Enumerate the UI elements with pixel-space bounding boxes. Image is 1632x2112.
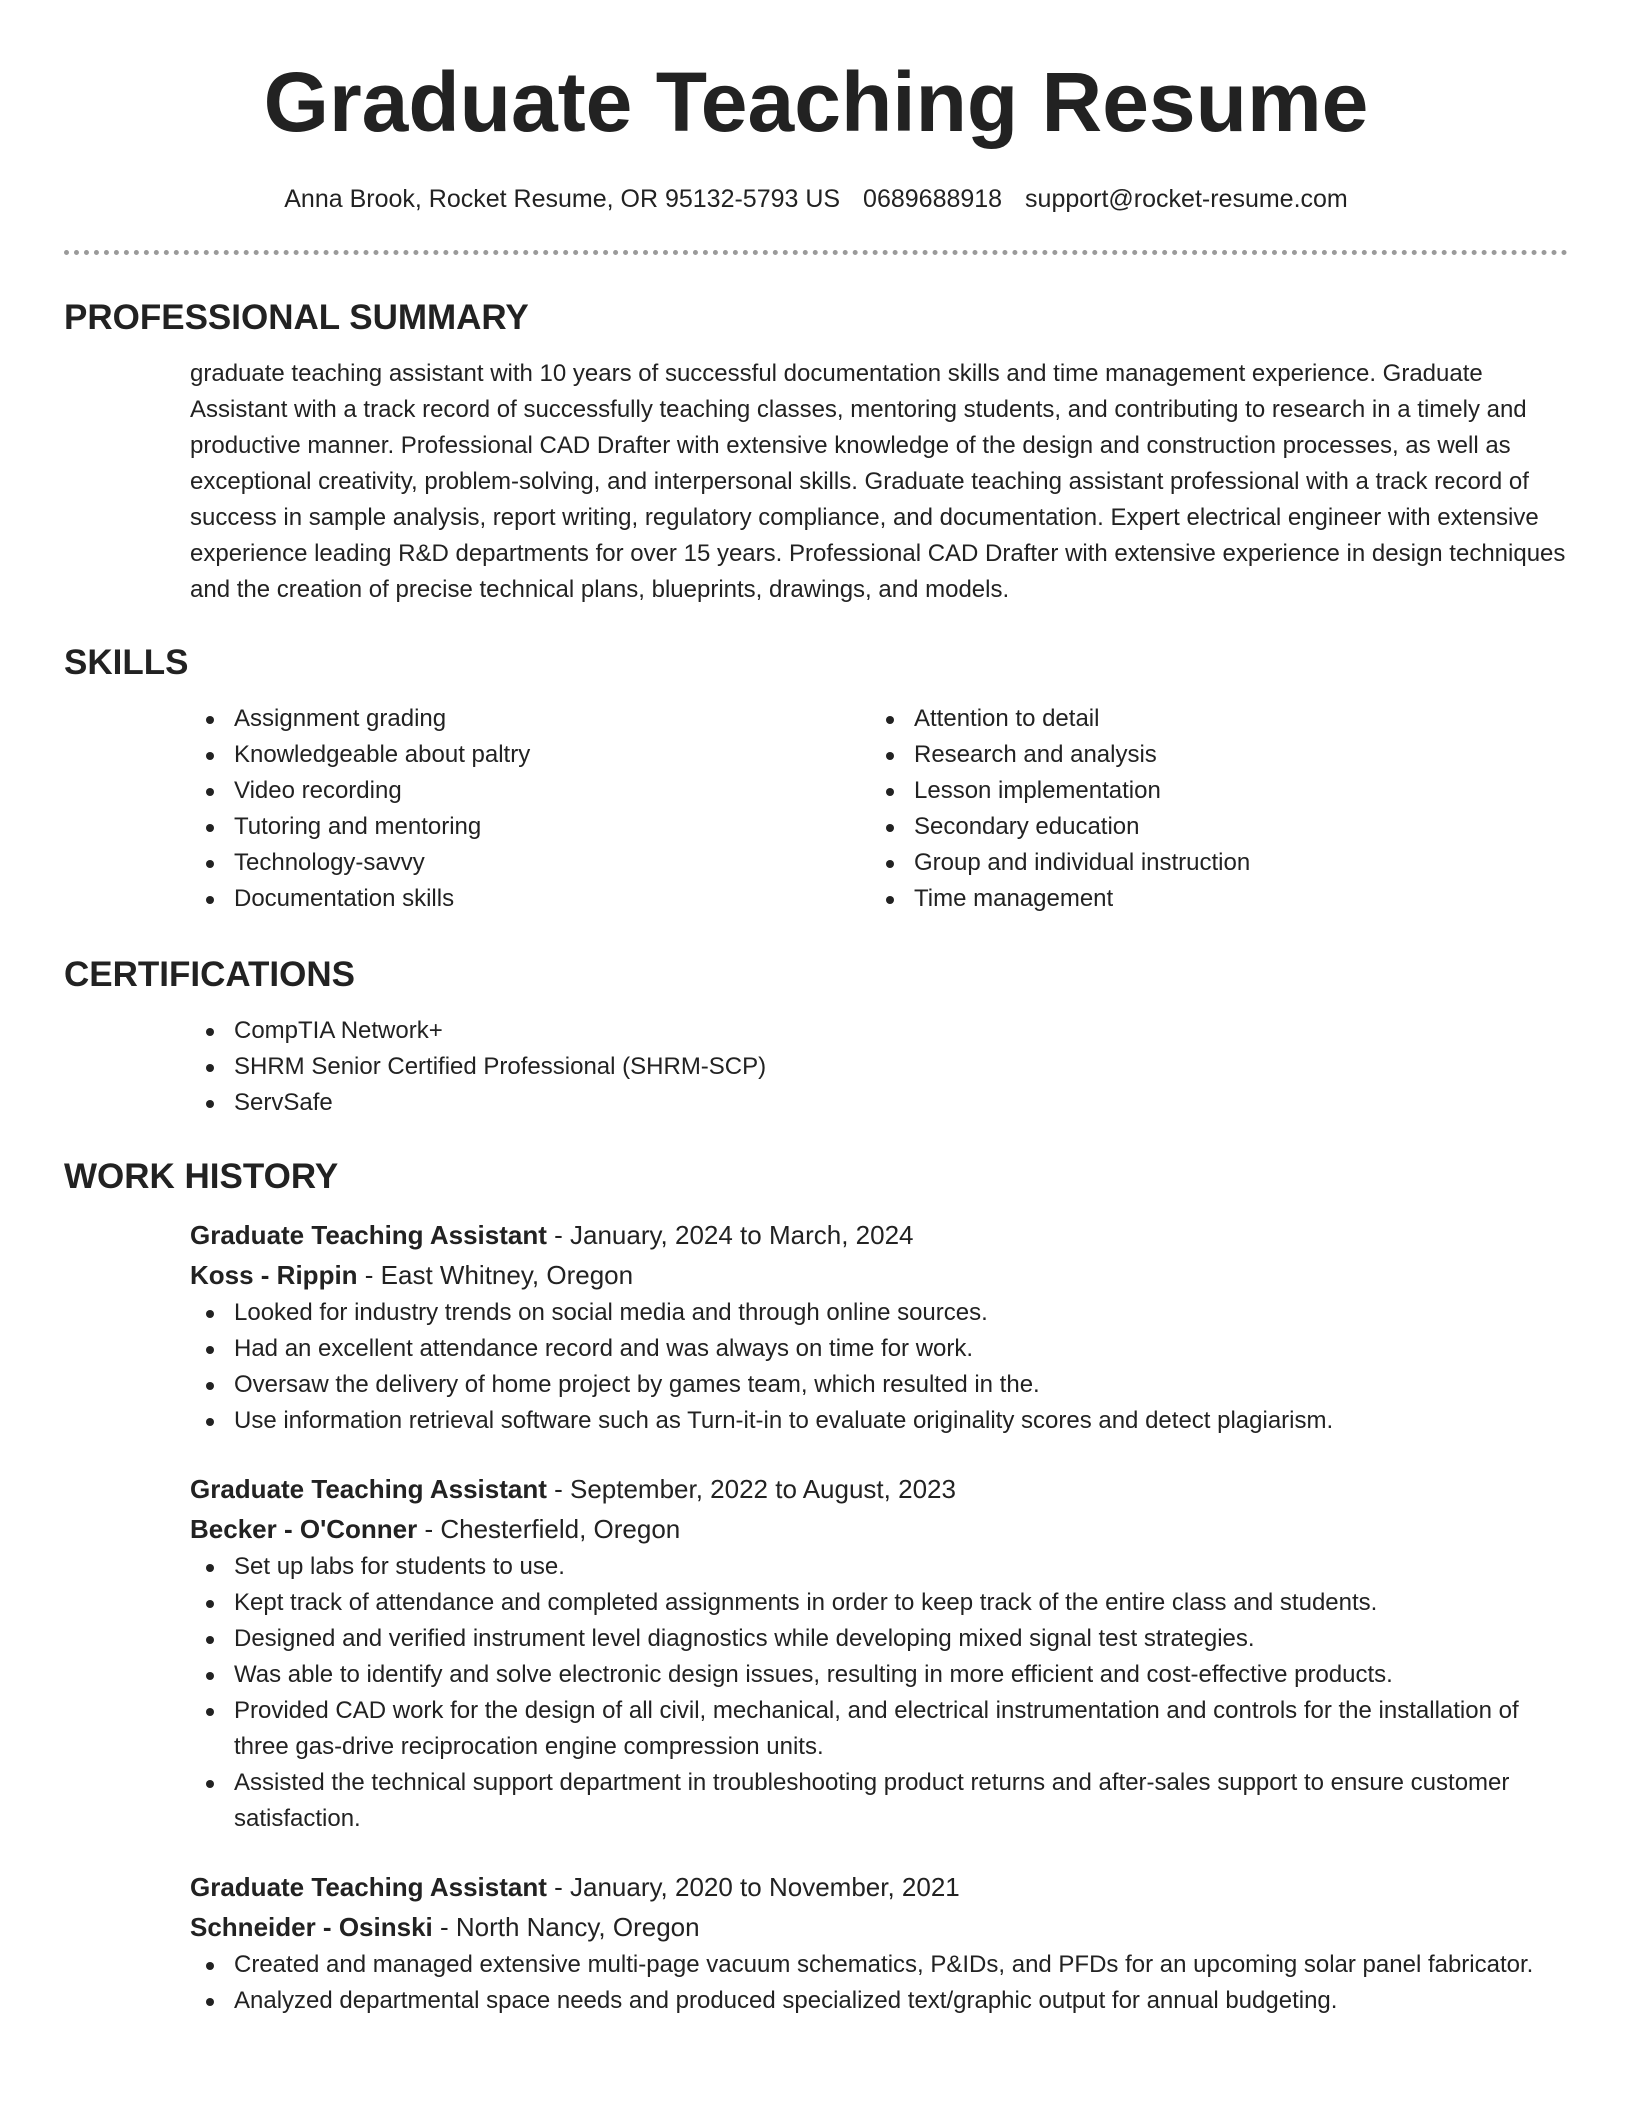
list-item: Assignment grading [190,701,870,737]
job-location: - North Nancy, Oregon [432,1912,700,1942]
list-item: Research and analysis [870,737,1550,773]
job-title-line [190,1215,1568,1255]
list-item: Attention to detail [870,701,1550,737]
job-company-line [190,1255,1568,1295]
certifications-heading: CERTIFICATIONS [64,955,356,994]
list-item: Group and individual instruction [870,845,1550,881]
job-company: Schneider - Osinski [190,1912,433,1942]
list-item: Created and managed extensive multi-page vacuum schematics, P&IDs, and PFDs for an upcoming solar panel fabricator. [190,1947,1568,1983]
job-title-line [190,1867,1568,1907]
summary-text: graduate teaching assistant with 10 years of successful documentation skills and time management experience. Graduate Assistant with a track record of successfully teaching classes, mentoring students, and contributing to research in a timely and productive manner. Professional CAD Drafter with extensive knowledge of the design and construction processes, as well as exceptional creativity, problem-solving, and interpersonal skills. Graduate teaching assistant professional with a track record of success in sample analysis, report writing, regulatory compliance, and documentation. Expert electrical engineer with extensive experience leading R&D departments for over 15 years. Professional CAD Drafter with extensive experience in design techniques and the creation of precise technical plans, blueprints, drawings, and models. [190,360,1566,603]
list-item: Oversaw the delivery of home project by games team, which resulted in the. [190,1367,1568,1403]
summary-section [64,296,1568,608]
list-item: Knowledgeable about paltry [190,737,870,773]
job-location: - East Whitney, Oregon [357,1260,634,1290]
list-item: Analyzed departmental space needs and produced specialized text/graphic output for annual budgeting. [190,1983,1568,2019]
job-title: Graduate Teaching Assistant [190,1474,547,1504]
list-item: ServSafe [190,1085,1568,1121]
list-item: Looked for industry trends on social media and through online sources. [190,1295,1568,1331]
job-company: Koss - Rippin [190,1260,358,1290]
job-company: Becker - O'Conner [190,1514,418,1544]
job-bullets [190,1549,1568,1837]
job-company-line [190,1509,1568,1549]
list-item: Video recording [190,773,870,809]
skills-section [64,641,1568,917]
list-item: SHRM Senior Certified Professional (SHRM-SCP) [190,1049,1568,1085]
list-item: Secondary education [870,809,1550,845]
work-history-section [64,1155,1568,2019]
list-item: Provided CAD work for the design of all civil, mechanical, and electrical instrumentation and controls for the installation of three gas-drive reciprocation engine compression units. [190,1693,1568,1765]
skills-columns [190,701,1568,917]
job-title: Graduate Teaching Assistant [190,1872,547,1902]
job-entry [190,1469,1568,1837]
list-item: Assisted the technical support department in troubleshooting product returns and after-sales support to ensure customer satisfaction. [190,1765,1568,1837]
job-dates: - January, 2024 to March, 2024 [546,1220,914,1250]
skills-heading: SKILLS [64,643,189,682]
job-title-line [190,1469,1568,1509]
list-item: Was able to identify and solve electronic design issues, resulting in more efficient and cost-effective products. [190,1657,1568,1693]
certifications-list [190,1013,1568,1121]
job-company-line [190,1907,1568,1947]
job-dates: - January, 2020 to November, 2021 [546,1872,960,1902]
contact-email: support@rocket-resume.com [1025,185,1348,213]
list-item: Lesson implementation [870,773,1550,809]
work-history-heading: WORK HISTORY [64,1157,339,1196]
job-bullets [190,1947,1568,2019]
job-title: Graduate Teaching Assistant [190,1220,547,1250]
list-item: Use information retrieval software such as Turn-it-in to evaluate originality scores and detect plagiarism. [190,1403,1568,1439]
certifications-section [64,953,1568,1121]
list-item: Designed and verified instrument level diagnostics while developing mixed signal test strategies. [190,1621,1568,1657]
skills-list-right [870,701,1550,917]
job-entry [190,1867,1568,2019]
list-item: Time management [870,881,1550,917]
skills-list-left [190,701,870,917]
list-item: CompTIA Network+ [190,1013,1568,1049]
list-item: Documentation skills [190,881,870,917]
contact-address: Anna Brook, Rocket Resume, OR 95132-5793 US [284,185,841,213]
list-item: Kept track of attendance and completed assignments in order to keep track of the entire class and students. [190,1585,1568,1621]
list-item: Tutoring and mentoring [190,809,870,845]
job-dates: - September, 2022 to August, 2023 [546,1474,956,1504]
job-bullets [190,1295,1568,1439]
list-item: Technology-savvy [190,845,870,881]
list-item: Had an excellent attendance record and was always on time for work. [190,1331,1568,1367]
contact-line [0,182,1632,216]
job-entry [190,1215,1568,1439]
resume-title: Graduate Teaching Resume [263,55,1369,149]
header-divider [64,250,1568,255]
contact-phone: 0689688918 [863,185,1003,213]
summary-heading: PROFESSIONAL SUMMARY [64,298,529,337]
list-item: Set up labs for students to use. [190,1549,1568,1585]
job-location: - Chesterfield, Oregon [417,1514,681,1544]
